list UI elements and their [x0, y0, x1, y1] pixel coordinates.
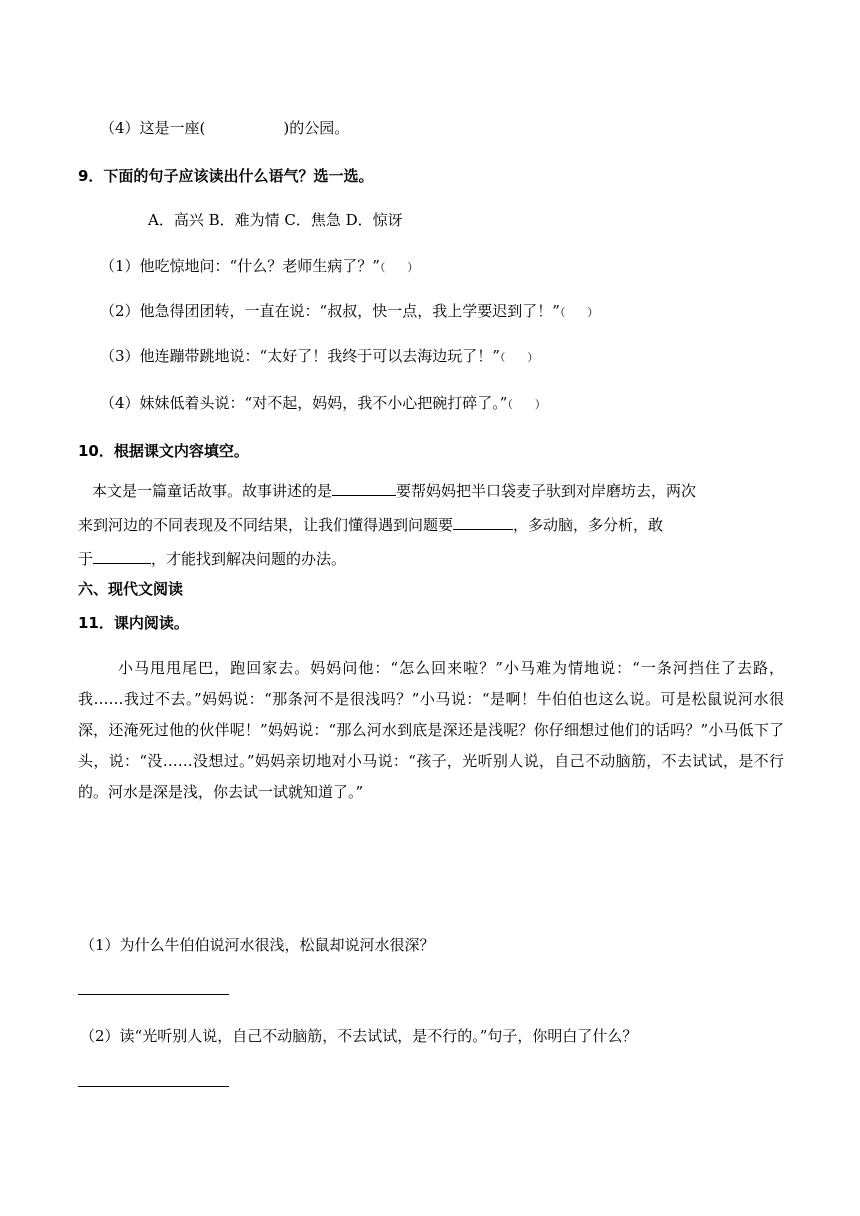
answer-paren[interactable]: （ ） [559, 306, 599, 319]
q9-item-2 [100, 301, 598, 323]
q8-item-4-prefix: （4）这是一座( [100, 119, 206, 137]
q10-text: ，才能找到解决问题的办法。 [151, 550, 347, 568]
q10-text: 本文是一篇童话故事。故事讲述的是 [92, 482, 333, 500]
fill-blank[interactable] [332, 481, 396, 496]
q10-line-3 [78, 549, 346, 569]
q10-text: 于 [78, 550, 94, 568]
answer-paren[interactable]: （ ） [507, 398, 546, 411]
q9-item-2-text: （2）他急得团团转，一直在说：“叔叔，快一点，我上学要迟到了！” [100, 302, 560, 320]
q9-item-3 [100, 346, 538, 368]
q8-item-4 [100, 118, 349, 138]
reading-passage: 小马甩甩尾巴，跑回家去。妈妈问他：“怎么回来啦？”小马难为情地说：“一条河挡住了去路，我……我过不去。”妈妈说：“那条河不是很浅吗？”小马说：“是啊！牛伯伯也这么说。可是松鼠说河水很深，还淹死过他的伙伴呢！”妈妈说：“那么河水到底是深还是浅呢？你仔细想过他们的话吗？”小马低下了头，说：“没……没想过。”妈妈亲切地对小马说：“孩子，光听别人说，自己不动脑筋，不去试试，是不行的。河水是深是浅，你去试一试就知道了。” [78, 659, 784, 801]
answer-line-2[interactable] [78, 1086, 229, 1087]
q9-item-4 [100, 393, 546, 415]
q11-title: 11．课内阅读。 [78, 614, 189, 632]
q11-sub-1: （1）为什么牛伯伯说河水很浅，松鼠却说河水很深？ [80, 936, 435, 954]
q10-text: 来到河边的不同表现及不同结果，让我们懂得遇到问题要 [78, 516, 454, 534]
answer-paren[interactable]: （ ） [499, 351, 539, 364]
q10-text: 要帮妈妈把半口袋麦子驮到对岸磨坊去，两次 [396, 482, 697, 500]
q9-item-4-text: （4）妹妹低着头说：“对不起，妈妈，我不小心把碗打碎了。” [100, 394, 508, 412]
q9-item-1-text: （1）他吃惊地问：“什么？老师生病了？” [100, 257, 380, 275]
fill-blank[interactable] [93, 549, 151, 564]
q9-item-3-text: （3）他连蹦带跳地说：“太好了！我终于可以去海边玩了！” [100, 347, 500, 365]
q9-item-1 [100, 256, 418, 278]
fill-blank[interactable] [453, 515, 513, 530]
q10-line-2 [78, 515, 663, 535]
q9-options: A．高兴 B．难为情 C．焦急 D．惊讶 [148, 211, 403, 229]
answer-paren[interactable]: （ ） [379, 261, 419, 274]
q10-title: 10．根据课文内容填空。 [78, 442, 249, 460]
q9-title: 9．下面的句子应该读出什么语气？选一选。 [78, 167, 374, 185]
q8-item-4-suffix: )的公园。 [283, 119, 350, 137]
section-6-title: 六、现代文阅读 [78, 580, 184, 598]
q11-sub-2: （2）读“光听别人说，自己不动脑筋，不去试试，是不行的。”句子，你明白了什么？ [80, 1027, 638, 1045]
q10-line-1 [92, 481, 696, 501]
q10-text: ，多动脑，多分析，敢 [513, 516, 664, 534]
answer-line-1[interactable] [78, 994, 229, 995]
